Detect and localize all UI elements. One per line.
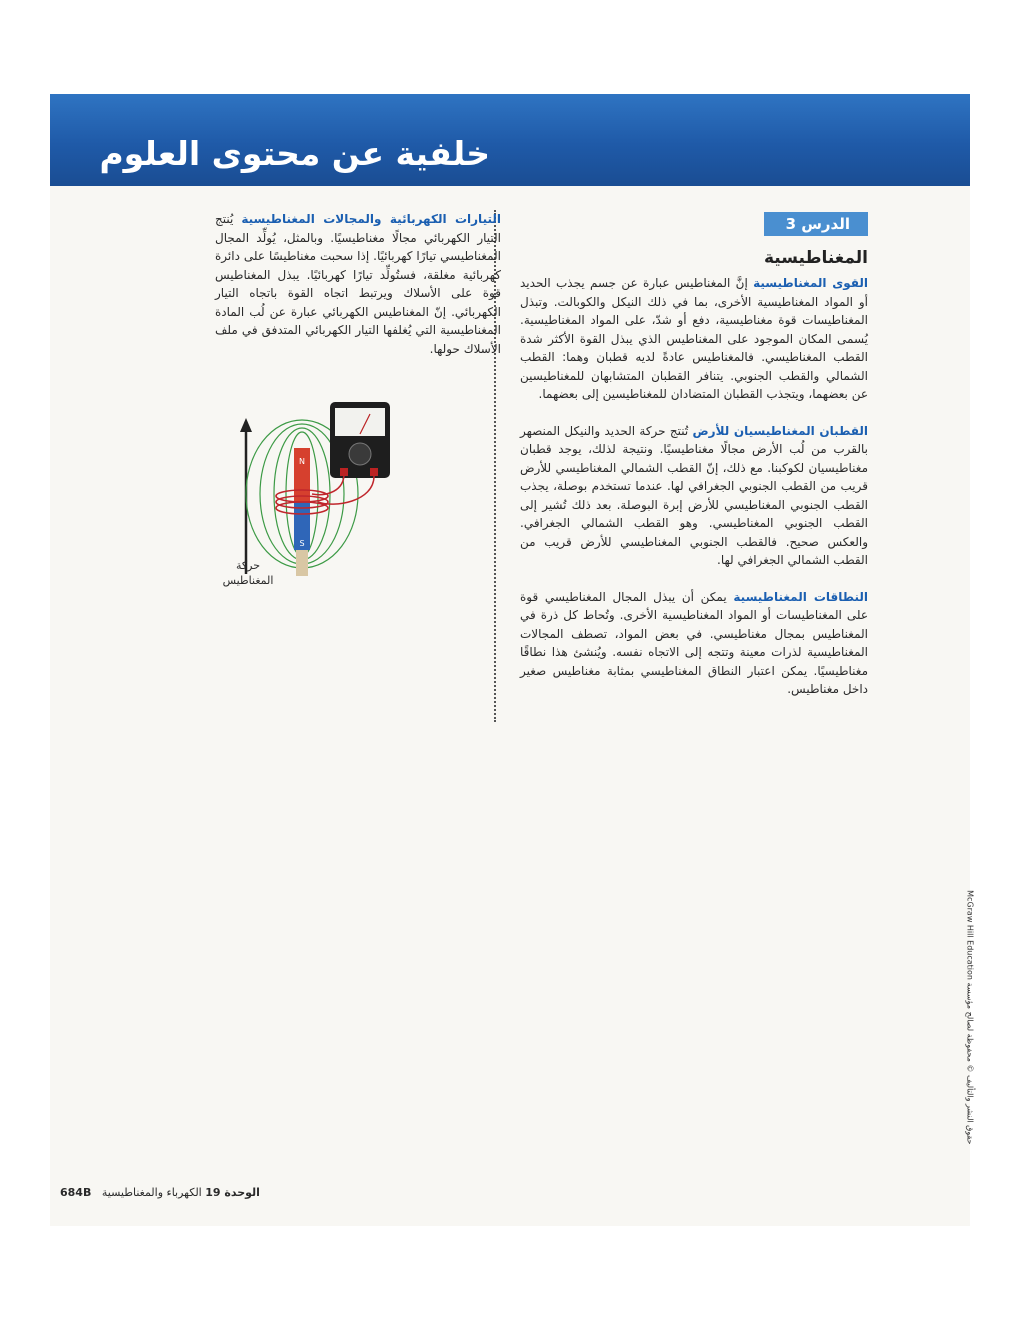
section-body: تُنتج حركة الحديد والنيكل المنصهر بالقرب من لُب الأرض مجالًا مغناطيسيًا. ونتيجة لذلك، يوجد قطبان مغناطيسيان لكوكبنا. مع ذلك، إنّ القطب الشمالي المغناطيسي للأرض قريب من القطب الجنوبي الجغرافي لها. عندما تستخدم بوصلة، يجذب القطب الجنوبي المغناطيسي للأرض إبرة البوصلة. بعد ذلك تُشير إلى القطب الجنوبي المغناطيسي. وهو القطب الشمالي الجغرافي. والعكس صحيح. فالقطب الجنوبي المغناطيسي للأرض قريب من القطب الشمالي الجغرافي لها. [520, 423, 868, 567]
right-column [520, 210, 868, 717]
lesson-title: المغناطيسية [763, 248, 868, 268]
section-heading: القوى المغناطيسية [753, 276, 868, 290]
galvanometer [330, 402, 390, 478]
lesson-badge: الدرس 3 [764, 212, 868, 236]
copyright-credit: حقوق النشر والتأليف © محفوظة لصالح مؤسسة McGraw Hill Education [965, 890, 975, 1145]
section-heading: التيارات الكهربائية والمجالات المغناطيسية [241, 212, 501, 226]
section-magnetic-forces [520, 274, 868, 404]
left-column [215, 210, 501, 376]
unit-title: الكهرباء والمغناطيسية [101, 1186, 202, 1199]
north-pole-label: N [299, 457, 305, 466]
bar-magnet [294, 448, 310, 576]
section-currents-fields [215, 210, 501, 358]
section-magnetic-domains [520, 588, 868, 699]
section-body: يمكن أن يبذل المجال المغناطيسي قوة على المغناطيسات أو المواد المغناطيسية الأخرى. وتُحاط كل ذرة في المغناطيس بمجال مغناطيسي. في بعض المواد، تصطف المجالات المغناطيسية لذرات معينة وتتجه إلى الاتجاه نفسه. ويُنشئ هذا نطاقًا مغناطيسيًا. يمكن اعتبار النطاق المغناطيسي بمثابة مغناطيس صغير داخل مغناطيس. [520, 589, 868, 696]
section-earth-poles [520, 422, 868, 570]
section-heading: القطبان المغناطيسيان للأرض [692, 423, 869, 438]
section-body: إنَّ المغناطيس عبارة عن جسم يجذب الحديد أو المواد المغناطيسية الأخرى، بما في ذلك النيكل والكوبالت. وتبذل المغناطيسات قوة مغناطيسية، دفع أو شدّ، على المواد المغناطيسية. يُسمى المكان الموجود على المغناطيس الذي يبذل القوة الأكثر شدة القطب المغناطيسي. فالمغناطيس عادةً لديه قطبان وهما: القطب الشمالي والقطب الجنوبي. يتنافر القطبان المتشابهان للمغناطيسين عن بعضهما، ويتجذب القطبان المتضادان للمغناطيسين إلى بعضهما. [520, 276, 868, 401]
south-pole-label: S [299, 539, 305, 548]
up-arrow-icon [240, 418, 252, 432]
page-footer [60, 1186, 260, 1199]
page-number: 684B [60, 1186, 92, 1199]
page-title: خلفية عن محتوى العلوم [99, 134, 490, 173]
section-body: يُنتج التيار الكهربائي مجالًا مغناطيسيًا. وبالمثل، يُولِّد المجال المغناطيسي تيارًا كهربائيًا. إذا سحبت مغناطيسًا على دائرة كهربائية مغلقة، فستُولِّد تيارًا كهربائيًا. يبذل المغناطيس قوة على الأسلاك ويرتبط اتجاه القوة باتجاه التيار الكهربائي. إنّ المغناطيس الكهربائي عبارة عن لُب المادة المغناطيسية التي يُغلفها التيار الكهربائي المتدفق في ملف الأسلاك حولها. [215, 212, 501, 356]
section-heading: النطاقات المغناطيسية [733, 589, 868, 604]
figure-caption: حركة المغناطيس [222, 559, 274, 587]
unit-label: الوحدة 19 [205, 1186, 260, 1199]
header-banner [50, 94, 970, 186]
